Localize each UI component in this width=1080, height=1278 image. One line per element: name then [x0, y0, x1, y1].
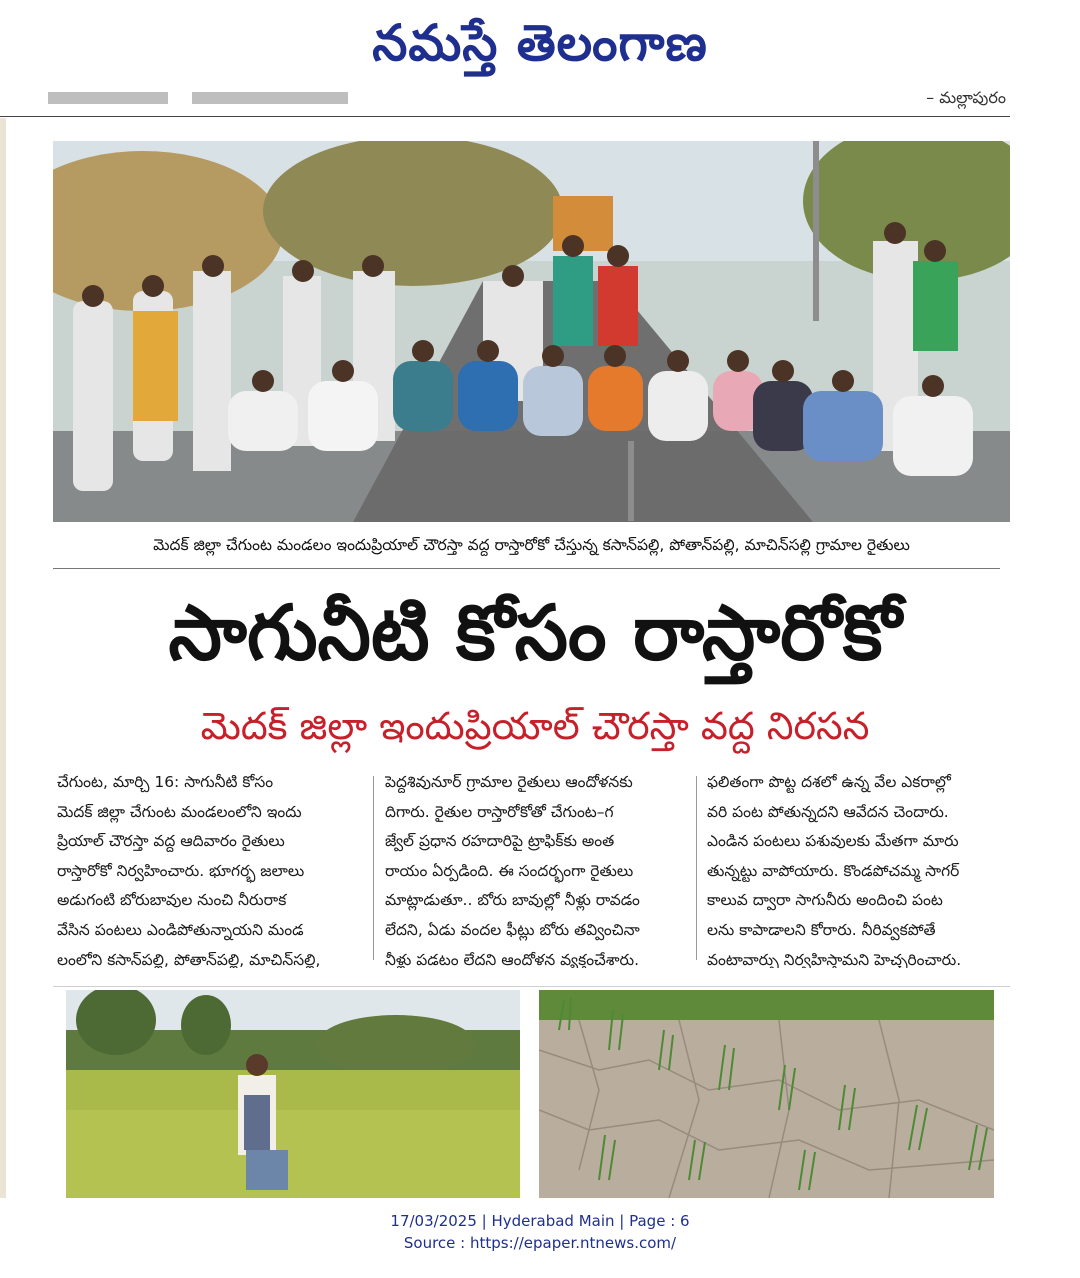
text-line: లను కాపాడాలని కోరారు. నీరివ్వకపోతే: [707, 920, 936, 939]
cropped-text-right: – మల్లాపురం: [926, 88, 1006, 107]
text-line: పెద్దశివునూర్ గ్రామాల రైతులు ఆందోళనకు: [385, 773, 633, 791]
page-edge: [0, 118, 6, 1198]
text-line: ప్రియాల్ చౌరస్తా వద్ద ఆదివారం రైతులు: [57, 832, 285, 851]
article-column-1: [57, 768, 363, 968]
text-line: దిగారు. రైతుల రాస్తారోకోతో చేగుంట–గ: [385, 802, 614, 821]
column-divider: [373, 776, 374, 960]
photo-caption: మెదక్ జిల్లా చేగుంట మండలం ఇందుప్రియాల్ చౌరస్తా వద్ద రాస్తారోకో చేస్తున్న కసాన్‌పల్లి, పోతాన్‌పల్లి, మాచిన్‌సల్లి గ్రామాల రైతులు: [153, 536, 910, 554]
text-line: చేగుంట, మార్చి 16: సాగునీటి కోసం: [57, 773, 274, 791]
text-line: వరి పంట పోతున్నదని ఆవేదన చెందారు.: [707, 802, 949, 821]
text-line: జ్వేల్ ప్రధాన రహదారిపై ట్రాఫిక్‌కు అంత: [385, 832, 615, 851]
text-line: రాయం ఏర్పడింది. ఈ సందర్భంగా రైతులు: [385, 861, 634, 880]
footer-date-edition: 17/03/2025 | Hyderabad Main | Page : 6: [390, 1212, 690, 1230]
article-column-3: [707, 768, 1010, 968]
article-headline: సాగునీటి కోసం రాస్తారోకో: [168, 588, 902, 677]
text-line: మాట్లాడుతూ.. బోరు బావుల్లో నీళ్లు రావడం: [385, 891, 640, 910]
text-line: వేసిన పంటలు ఎండిపోతున్నాయని మండ: [57, 920, 304, 939]
column-divider: [696, 776, 697, 960]
text-line: రాస్తారోకో నిర్వహించారు. భూగర్భ జలాలు: [57, 861, 305, 880]
article-column-2: [385, 768, 685, 968]
text-line: లేదని, ఏడు వందల ఫీట్లు బోరు తవ్వించినా: [385, 920, 640, 939]
newspaper-masthead: నమస్తే తెలంగాణ: [372, 13, 708, 72]
text-line: ఫలితంగా పొట్ట దశలో ఉన్న వేల ఎకరాల్లో: [707, 773, 951, 791]
text-line: కాలువ ద్వారా సాగునీరు అందించి పంట: [707, 891, 943, 910]
text-line: అడుగంటి బోరుబావుల నుంచి నీరురాక: [57, 891, 287, 910]
text-line: లంలోని కసాన్‌పల్లి, పోతాన్‌పల్లి, మాచిన్‌సల్లి,: [57, 950, 321, 968]
text-line: వంటావార్పు నిర్వహిస్తామని హెచ్చరించారు.: [707, 950, 962, 968]
text-line: ఎండిన పంటలు పశువులకు మేతగా మారు: [707, 832, 959, 851]
footer-source: Source : https://epaper.ntnews.com/: [403, 1234, 677, 1252]
divider: [53, 568, 1000, 569]
top-strip: [0, 88, 1010, 117]
cropped-text-fragment: [48, 92, 348, 104]
text-line: మెదక్ జిల్లా చేగుంట మండలంలోని ఇందు: [57, 802, 302, 821]
farmer-photo: [66, 990, 520, 1198]
page-footer: [0, 1210, 1080, 1254]
text-line: తున్నట్టు వాపోయారు. కొండపోచమ్మ సాగర్: [707, 861, 960, 880]
dry-field-photo: [539, 990, 994, 1198]
text-line: నీళ్లు పడటం లేదని ఆందోళన వ్యక్తంచేశారు.: [385, 950, 639, 968]
article-subheadline: మెదక్ జిల్లా ఇందుప్రియాల్ చౌరస్తా వద్ద నిరసన: [200, 704, 870, 748]
protest-photo: [53, 141, 1010, 522]
